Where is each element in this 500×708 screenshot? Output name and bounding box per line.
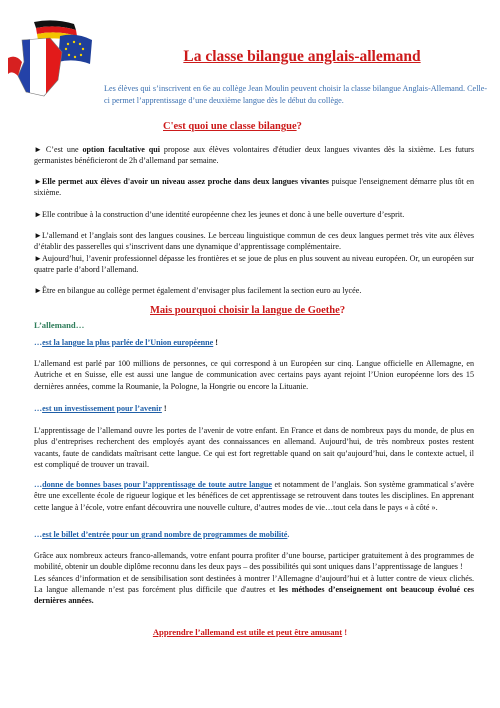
- paragraph-european-identity: ►Elle contribue à la construction d’une identité européenne chez les jeunes et donc à une belle ouverture d’esprit.: [34, 210, 405, 219]
- paragraph-good-bases: …donne de bonnes bases pour l’apprentissage de toute autre langue et notamment de l’anglais. Son système grammatical s’avère être une excellente école de rigueur logique et les bénéfices de cet apprentissage se retrouvent dans toutes les disciplines. En apprenant cette langue à l’école, votre enfant découvrira une nouvelle culture, d’autres modes de vie…tout cela dans le pays « à côté ».: [34, 480, 474, 512]
- section-heading-why-goethe: Mais pourquoi choisir la langue de Goethe?: [150, 305, 346, 316]
- closing-statement: Apprendre l’allemand est utile et peut être amusant !: [152, 627, 348, 637]
- paragraph-euro-section: ►Être en bilangue au collège permet également d’envisager plus facilement la section euro au lycée.: [34, 286, 362, 295]
- document-title: La classe bilangue anglais-allemand: [183, 48, 421, 65]
- flags-europe-icon: [4, 18, 100, 104]
- paragraph-most-spoken: L’allemand est parlé par 100 millions de personnes, ce qui correspond à un Européen sur cinq. Langue officielle en Allemagne, en Autriche et en Suisse, elle est aussi une langue de communication avec certains pays ayant rejoint l’Union européenne lors des 15 dernières années, comme la Roumanie, la Pologne, la Hongrie ou encore la Lituanie.: [34, 359, 474, 391]
- paragraph-mobility: Grâce aux nombreux acteurs franco-allemands, votre enfant pourra profiter d’une bourse, participer gratuitement à des programmes de mobilité, obtenir un double diplôme reconnu dans les deux pays – des possibilités qui sont uniques dans l’apprentissage de langues ! Les séances d’information et de sensibilisation sont destinées à montrer l’Allemagne d’aujourd’hui et à lutter contre de vieux clichés. La langue allemande n’est pas forcément plus difficile que d'autres et les méthodes d’enseignement ont beaucoup évolué ces dernières années.: [34, 551, 475, 606]
- paragraph-level: ►Elle permet aux élèves d'avoir un niveau assez proche dans deux langues vivantes puisque l'enseignement démarre plus tôt en sixième.: [34, 177, 475, 198]
- intro-paragraph: Les élèves qui s’inscrivent en 6e au collège Jean Moulin peuvent choisir la classe bilangue Anglais-Allemand. Celle-ci permet l’apprentissage d’une deuxième langue dès le début du collège.: [104, 84, 488, 105]
- paragraph-investment: L’apprentissage de l’allemand ouvre les portes de l’avenir de votre enfant. En France et dans de nombreux pays du monde, de plus en plus d’entreprises recherchent des employés ayant des connaissances en allemand. Aujourd’hui, de très nombreux postes restent vacants, faute de candidats maîtrisant cette langue. Ce qui est fort regrettable quand on sait qu’aujourd’hui, dans le contexte actuel, il est compliqué de trouver un travail.: [34, 426, 474, 469]
- benefit-heading-most-spoken: …est la langue la plus parlée de l’Union européenne !: [34, 338, 218, 347]
- section-heading-what-is: C'est quoi une classe bilangue?: [163, 121, 302, 132]
- paragraph-optional-option: ► C’est une option facultative qui propose aux élèves volontaires d'étudier deux langues vivantes dès la sixième. Les futurs germanistes bénéficieront de 2h d’allemand par semaine.: [34, 145, 475, 166]
- benefit-heading-investment: …est un investissement pour l’avenir !: [34, 404, 167, 413]
- benefit-heading-mobility: …est le billet d’entrée pour un grand nombre de programmes de mobilité.: [34, 530, 290, 539]
- subheading-german: L’allemand…: [34, 320, 85, 330]
- paragraph-cousin-languages: ►L’allemand et l’anglais sont des langues cousines. Le berceau linguistique commun de ces deux langues permet très vite aux élèves d’établir des passerelles qui s’inscrivent dans une dynamique d’apprentissage complémentaire. ►Aujourd’hui, l’avenir professionnel dépasse les frontières et se joue de plus en plus souvent au niveau européen. Or, un européen sur quatre parle d’abord l’allemand.: [34, 231, 474, 274]
